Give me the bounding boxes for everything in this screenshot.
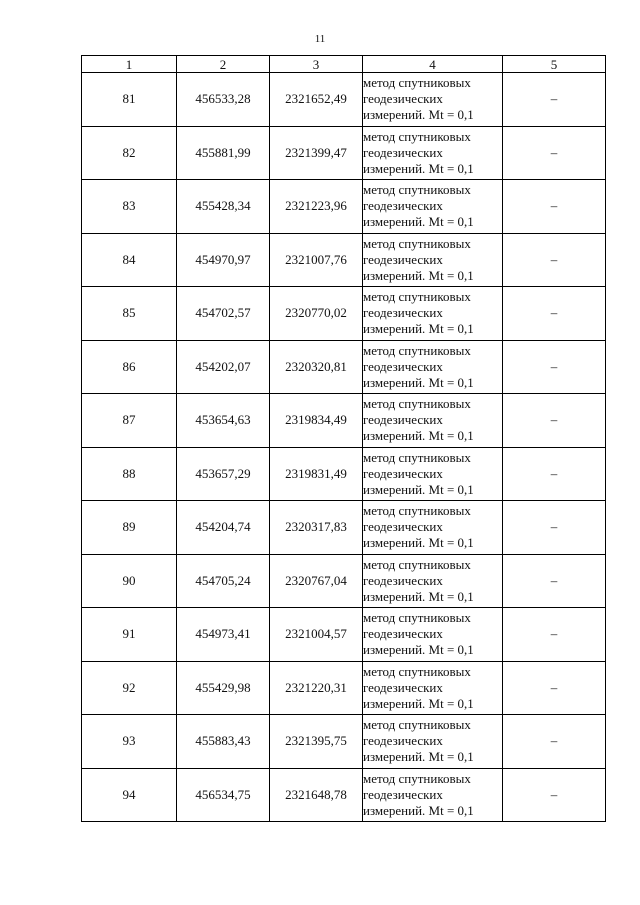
measurement-method-line: геодезических [363, 519, 443, 535]
note-dash: – [503, 394, 606, 448]
table-row [82, 394, 606, 448]
measurement-method-line: метод спутниковых [363, 556, 471, 572]
measurement-method-line: геодезических [363, 144, 443, 160]
table-row [82, 501, 606, 555]
coordinate-x: 453657,29 [177, 447, 270, 501]
measurement-method-line: геодезических [363, 412, 443, 428]
point-number: 88 [82, 447, 177, 501]
note-dash: – [503, 715, 606, 769]
measurement-method [363, 180, 503, 234]
table-row [82, 661, 606, 715]
table-row [82, 126, 606, 180]
measurement-method [363, 608, 503, 662]
coordinate-x: 454702,57 [177, 287, 270, 341]
measurement-method [363, 768, 503, 822]
coordinate-y: 2321004,57 [270, 608, 363, 662]
measurement-method-line: метод спутниковых [363, 770, 471, 786]
note-dash: – [503, 661, 606, 715]
header-col-5: 5 [503, 56, 606, 73]
table-row [82, 768, 606, 822]
note-dash: – [503, 180, 606, 234]
measurement-method [363, 126, 503, 180]
measurement-method [363, 501, 503, 555]
measurement-method [363, 340, 503, 394]
coordinate-x: 455429,98 [177, 661, 270, 715]
measurement-method [363, 73, 503, 127]
header-col-2: 2 [177, 56, 270, 73]
measurement-method-line: измерений. Mt = 0,1 [363, 535, 474, 551]
header-row [82, 56, 606, 73]
coordinate-y: 2321648,78 [270, 768, 363, 822]
measurement-method-line: геодезических [363, 305, 443, 321]
coordinate-y: 2320767,04 [270, 554, 363, 608]
measurement-method-line: геодезических [363, 251, 443, 267]
measurement-method-line: метод спутниковых [363, 289, 471, 305]
point-number: 94 [82, 768, 177, 822]
measurement-method [363, 394, 503, 448]
coordinate-x: 455881,99 [177, 126, 270, 180]
measurement-method-line: геодезических [363, 465, 443, 481]
coordinate-x: 456534,75 [177, 768, 270, 822]
coordinate-y: 2319834,49 [270, 394, 363, 448]
point-number: 89 [82, 501, 177, 555]
table-row [82, 233, 606, 287]
measurement-method-line: геодезических [363, 626, 443, 642]
measurement-method [363, 715, 503, 769]
table-row [82, 447, 606, 501]
point-number: 86 [82, 340, 177, 394]
table-row [82, 73, 606, 127]
coordinate-x: 454705,24 [177, 554, 270, 608]
table-body [82, 73, 606, 822]
measurement-method-line: метод спутниковых [363, 128, 471, 144]
coordinate-y: 2321652,49 [270, 73, 363, 127]
measurement-method-line: измерений. Mt = 0,1 [363, 267, 474, 283]
table-row [82, 554, 606, 608]
coordinate-x: 454204,74 [177, 501, 270, 555]
measurement-method-line: измерений. Mt = 0,1 [363, 321, 474, 337]
note-dash: – [503, 447, 606, 501]
coordinate-y: 2321395,75 [270, 715, 363, 769]
note-dash: – [503, 554, 606, 608]
table-row [82, 715, 606, 769]
measurement-method-line: измерений. Mt = 0,1 [363, 588, 474, 604]
coordinate-y: 2321220,31 [270, 661, 363, 715]
measurement-method-line: геодезических [363, 358, 443, 374]
measurement-method-line: метод спутниковых [363, 503, 471, 519]
coordinate-y: 2321399,47 [270, 126, 363, 180]
point-number: 83 [82, 180, 177, 234]
coordinate-y: 2320317,83 [270, 501, 363, 555]
measurement-method [363, 661, 503, 715]
measurement-method-line: метод спутниковых [363, 75, 471, 91]
table-header [82, 56, 606, 73]
coordinate-x: 454973,41 [177, 608, 270, 662]
point-number: 90 [82, 554, 177, 608]
coordinate-x: 454202,07 [177, 340, 270, 394]
measurement-method-line: метод спутниковых [363, 396, 471, 412]
measurement-method [363, 233, 503, 287]
coordinate-y: 2319831,49 [270, 447, 363, 501]
measurement-method-line: измерений. Mt = 0,1 [363, 749, 474, 765]
header-col-1: 1 [82, 56, 177, 73]
measurement-method-line: геодезических [363, 786, 443, 802]
measurement-method-line: измерений. Mt = 0,1 [363, 214, 474, 230]
measurement-method-line: метод спутниковых [363, 235, 471, 251]
measurement-method [363, 447, 503, 501]
note-dash: – [503, 73, 606, 127]
table-row [82, 340, 606, 394]
measurement-method-line: геодезических [363, 91, 443, 107]
measurement-method-line: измерений. Mt = 0,1 [363, 160, 474, 176]
coordinate-y: 2320320,81 [270, 340, 363, 394]
coordinate-x: 455428,34 [177, 180, 270, 234]
point-number: 91 [82, 608, 177, 662]
measurement-method-line: метод спутниковых [363, 663, 471, 679]
table-row [82, 287, 606, 341]
note-dash: – [503, 340, 606, 394]
measurement-method [363, 287, 503, 341]
note-dash: – [503, 126, 606, 180]
measurement-method-line: измерений. Mt = 0,1 [363, 695, 474, 711]
coordinate-y: 2320770,02 [270, 287, 363, 341]
measurement-method-line: метод спутниковых [363, 342, 471, 358]
coordinate-y: 2321007,76 [270, 233, 363, 287]
coordinate-x: 456533,28 [177, 73, 270, 127]
point-number: 93 [82, 715, 177, 769]
measurement-method-line: геодезических [363, 572, 443, 588]
point-number: 81 [82, 73, 177, 127]
measurement-method-line: геодезических [363, 198, 443, 214]
measurement-method-line: измерений. Mt = 0,1 [363, 107, 474, 123]
note-dash: – [503, 768, 606, 822]
measurement-method-line: метод спутниковых [363, 717, 471, 733]
note-dash: – [503, 501, 606, 555]
header-col-4: 4 [363, 56, 503, 73]
page-number: 11 [314, 33, 326, 45]
measurement-method-line: измерений. Mt = 0,1 [363, 642, 474, 658]
point-number: 92 [82, 661, 177, 715]
measurement-method-line: измерений. Mt = 0,1 [363, 481, 474, 497]
coordinate-x: 453654,63 [177, 394, 270, 448]
point-number: 82 [82, 126, 177, 180]
note-dash: – [503, 233, 606, 287]
point-number: 84 [82, 233, 177, 287]
coordinates-table [81, 55, 606, 822]
table-row [82, 180, 606, 234]
coordinate-x: 455883,43 [177, 715, 270, 769]
note-dash: – [503, 287, 606, 341]
measurement-method-line: измерений. Mt = 0,1 [363, 802, 474, 818]
measurement-method-line: метод спутниковых [363, 182, 471, 198]
measurement-method-line: метод спутниковых [363, 610, 471, 626]
coordinate-x: 454970,97 [177, 233, 270, 287]
measurement-method-line: геодезических [363, 733, 443, 749]
measurement-method-line: метод спутниковых [363, 449, 471, 465]
measurement-method-line: геодезических [363, 679, 443, 695]
coordinate-y: 2321223,96 [270, 180, 363, 234]
header-col-3: 3 [270, 56, 363, 73]
measurement-method-line: измерений. Mt = 0,1 [363, 428, 474, 444]
point-number: 87 [82, 394, 177, 448]
measurement-method-line: измерений. Mt = 0,1 [363, 374, 474, 390]
point-number: 85 [82, 287, 177, 341]
measurement-method [363, 554, 503, 608]
table-row [82, 608, 606, 662]
note-dash: – [503, 608, 606, 662]
